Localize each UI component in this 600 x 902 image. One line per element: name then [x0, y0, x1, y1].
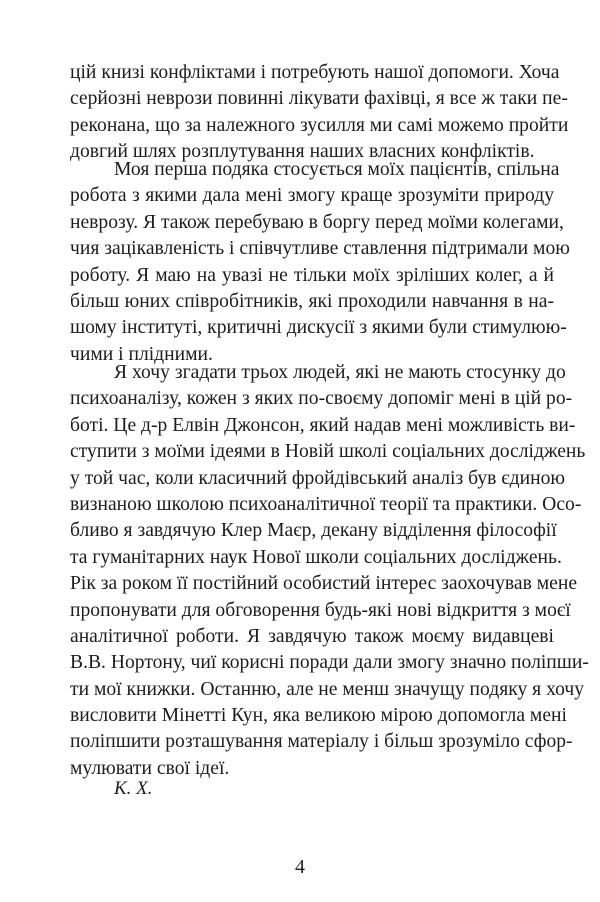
- text-line: психоаналізу, кожен з яких по-своєму допоміг мені в цій ро-: [70, 388, 573, 410]
- text-line: Моя перша подяка стосується моїх пацієнтів, спільна: [114, 159, 560, 180]
- text-line: висловити Мінетті Кун, яка великою мірою допомогла мені: [70, 705, 567, 727]
- text-line: цій книзі конфліктами і потребують нашої допомоги. Хоча: [70, 62, 560, 83]
- text-line: бливо я завдячую Клер Маєр, декану відділення філософії: [70, 520, 557, 542]
- text-line: реконана, що за належного зусилля ми самі можемо пройти: [70, 114, 569, 136]
- text-line: довгий шлях розплутування наших власних конфліктів.: [70, 141, 535, 163]
- text-line: поліпшити розташування матеріалу і більш зрозуміло сфор-: [70, 731, 573, 753]
- text-line: у той час, коли класичний фройдівський аналіз був єдиною: [70, 467, 566, 489]
- text-line: мулювати свої ідеї.: [70, 757, 230, 779]
- text-line: ступити з моїми ідеями в Новій школі соціальних досліджень: [70, 441, 586, 463]
- paragraph-patients-thanks: [70, 157, 570, 368]
- text-line: шому інституті, критичні дискусії з якими були стимулюю-: [70, 317, 567, 339]
- text-line: аналітичної роботи. Я завдячую також моєму видавцеві: [70, 625, 554, 647]
- text-line: В.В. Нортону, чиї корисні поради дали змогу значно поліпши-: [70, 652, 589, 674]
- text-line: роботу. Я маю на увазі не тільки моїх зріліших колег, а й: [70, 264, 554, 286]
- paragraph-continuation: [70, 60, 569, 166]
- text-line: серйозні неврози повинні лікувати фахівці, я все ж таки пе-: [70, 88, 568, 110]
- text-line: боті. Це д-р Елвін Джонсон, який надав мені можливість ви-: [70, 414, 576, 436]
- text-line: визнаною школою психоаналітичної теорії та практики. Осо-: [70, 493, 582, 515]
- text-line: та гуманітарних наук Нової школи соціальних досліджень.: [70, 546, 562, 568]
- text-line: чия зацікавленість і співчутливе ставлення підтримали мою: [70, 238, 570, 260]
- text-line: Я хочу згадати трьох людей, які не мають стосунку до: [114, 362, 566, 383]
- text-line: Рік за роком її постійний особистий інтерес заохочував мене: [70, 573, 578, 595]
- author-signature: К. Х.: [114, 778, 153, 799]
- text-line: робота з якими дала мені змогу краще зрозуміти природу: [70, 185, 554, 207]
- text-line: більш юних співробітників, які проходили навчання в на-: [70, 290, 554, 312]
- text-line: неврозу. Я також перебуваю в боргу перед моїми колегами,: [70, 211, 564, 233]
- paragraph-people-thanks: [70, 360, 589, 782]
- text-line: пропонувати для обговорення будь-які нові відкриття з моєї: [70, 599, 571, 621]
- text-line: чими і плідними.: [70, 343, 213, 365]
- page-number: 4: [295, 856, 305, 878]
- text-line: ти мої книжки. Останню, але не менш значущу подяку я хочу: [70, 678, 585, 700]
